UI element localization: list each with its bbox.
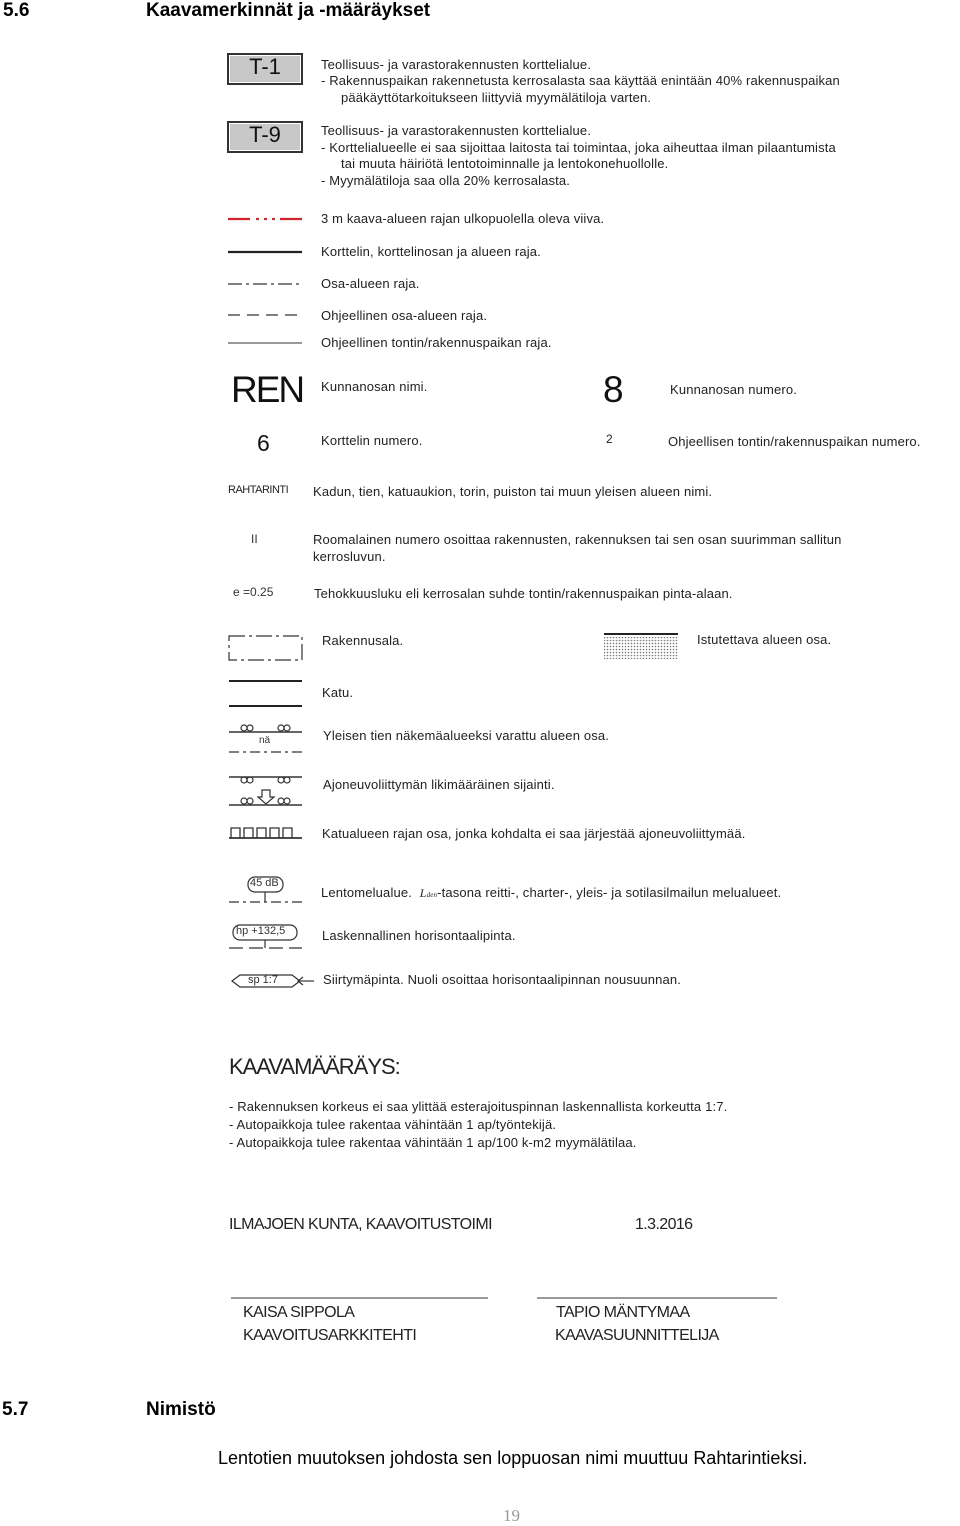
t1-line-2: - Rakennuspaikan rakennetusta kerrosalasta saa käyttää enintään 40% rakennuspaikan [321, 73, 840, 88]
lentomelu-l: L [419, 886, 427, 900]
istutettava-text: Istutettava alueen osa. [697, 632, 832, 647]
kunnanosa-number-text: Kunnanosan numero. [670, 382, 798, 397]
tontti-number-text: Ohjeellisen tontin/rakennuspaikan numero. [668, 434, 921, 449]
katualue-symbol [229, 828, 302, 838]
t1-line-3: pääkäyttötarkoitukseen liittyviä myymälätiloja varten. [341, 90, 652, 105]
lentomelu-text-b: -tasona reitti-, charter-, yleis- ja sotilasilmailun melualueet. [437, 885, 782, 900]
lentomelu-text-a: Lentomelualue. [321, 885, 412, 900]
person2-name: TAPIO MÄNTYMAA [556, 1304, 690, 1321]
katu-symbol [229, 681, 302, 706]
ajoneuvo-text: Ajoneuvoliittymän likimääräinen sijainti. [323, 777, 555, 792]
date: 1.3.2016 [635, 1216, 693, 1233]
code-box-t1: T-1 [227, 53, 303, 85]
osa-line-text: Osa-alueen raja. [321, 276, 420, 291]
roman-line-2: kerrosluvun. [313, 549, 386, 564]
t9-line-3: tai muuta häiriötä lentotoiminnalle ja lentokonehuollolle. [341, 156, 669, 171]
ohjeellinen-osa-text: Ohjeellinen osa-alueen raja. [321, 308, 488, 323]
code-box-t9: T-9 [227, 121, 303, 153]
siirtyma-text: Siirtymäpinta. Nuoli osoittaa horisontaalipinnan nousuunnan. [323, 972, 682, 987]
person1-title: KAAVOITUSARKKITEHTI [243, 1327, 417, 1344]
street-name-symbol: RAHTARINTI [228, 484, 289, 496]
istutettava-symbol [604, 634, 678, 659]
section-title: Kaavamerkinnät ja -määräykset [146, 0, 431, 21]
siirtyma-label: sp 1:7 [248, 974, 278, 986]
section-number: 5.6 [3, 0, 30, 21]
section2-body: Lentotien muutoksen johdosta sen loppuosan nimi muuttuu Rahtarintieksi. [218, 1448, 808, 1468]
kaavamaarays-heading: KAAVAMÄÄRÄYS: [229, 1054, 400, 1079]
t1-line-1: Teollisuus- ja varastorakennusten korttelialue. [321, 57, 592, 72]
kortteli-number-text: Korttelin numero. [321, 433, 423, 448]
kortteli-line-text: Korttelin, korttelinosan ja alueen raja. [321, 244, 541, 259]
roman-line-1: Roomalainen numero osoittaa rakennusten, rakennuksen tai sen osan suurimman sallitun [313, 532, 842, 547]
ajoneuvo-symbol [229, 777, 302, 805]
katu-text: Katu. [322, 685, 354, 700]
nakema-label: nä [259, 735, 271, 746]
kunnanosa-number-symbol: 8 [603, 369, 624, 410]
organization: ILMAJOEN KUNTA, KAAVOITUSTOIMI [229, 1216, 492, 1233]
katualue-text: Katualueen rajan osa, jonka kohdalta ei saa järjestää ajoneuvoliittymää. [322, 826, 746, 841]
person2-title: KAAVASUUNNITTELIJA [555, 1327, 719, 1344]
lentomelu-sub: den [426, 891, 438, 899]
section2-title: Nimistö [146, 1399, 216, 1420]
t9-line-4: - Myymälätiloja saa olla 20% kerrosalasta. [321, 173, 571, 188]
section2-number: 5.7 [2, 1399, 29, 1420]
nakema-text: Yleisen tien näkemäalueeksi varattu alueen osa. [323, 728, 610, 743]
kortteli-number-symbol: 6 [257, 430, 270, 456]
efficiency-text: Tehokkuusluku eli kerrosalan suhde tontin/rakennuspaikan pinta-alaan. [314, 586, 733, 601]
efficiency-symbol: e =0.25 [233, 585, 274, 599]
kaavamaarays-item-3: - Autopaikkoja tulee rakentaa vähintään 1 ap/100 k-m2 myymälätilaa. [229, 1135, 637, 1150]
kaavamaarays-item-2: - Autopaikkoja tulee rakentaa vähintään 1 ap/työntekijä. [229, 1117, 557, 1132]
t9-line-1: Teollisuus- ja varastorakennusten korttelialue. [321, 123, 592, 138]
ren-text: Kunnanosan nimi. [321, 379, 428, 394]
horisontti-label: hp +132,5 [236, 925, 286, 937]
ohjeellinen-tontti-text: Ohjeellinen tontin/rakennuspaikan raja. [321, 335, 552, 350]
lentomelu-text [321, 885, 781, 904]
rakennusala-symbol [229, 636, 302, 660]
street-name-text: Kadun, tien, katuaukion, torin, puiston tai muun yleisen alueen nimi. [313, 484, 713, 499]
rakennusala-text: Rakennusala. [322, 633, 404, 648]
kaavamaarays-item-1: - Rakennuksen korkeus ei saa ylittää esterajoituspinnan laskennallista korkeutta 1:7. [229, 1099, 728, 1114]
horisontti-text: Laskennallinen horisontaalipinta. [322, 928, 516, 943]
lentomelu-label: 45 dB [250, 877, 279, 889]
person1-name: KAISA SIPPOLA [243, 1304, 355, 1321]
ren-symbol: REN [231, 369, 304, 410]
roman-symbol: II [251, 532, 258, 546]
t9-line-2: - Korttelialueelle ei saa sijoittaa laitosta tai toimintaa, joka aiheuttaa ilman pilaantumista [321, 140, 836, 155]
page-number: 19 [503, 1506, 520, 1525]
red-line-text: 3 m kaava-alueen rajan ulkopuolella oleva viiva. [321, 211, 605, 226]
tontti-number-symbol: 2 [606, 432, 613, 446]
